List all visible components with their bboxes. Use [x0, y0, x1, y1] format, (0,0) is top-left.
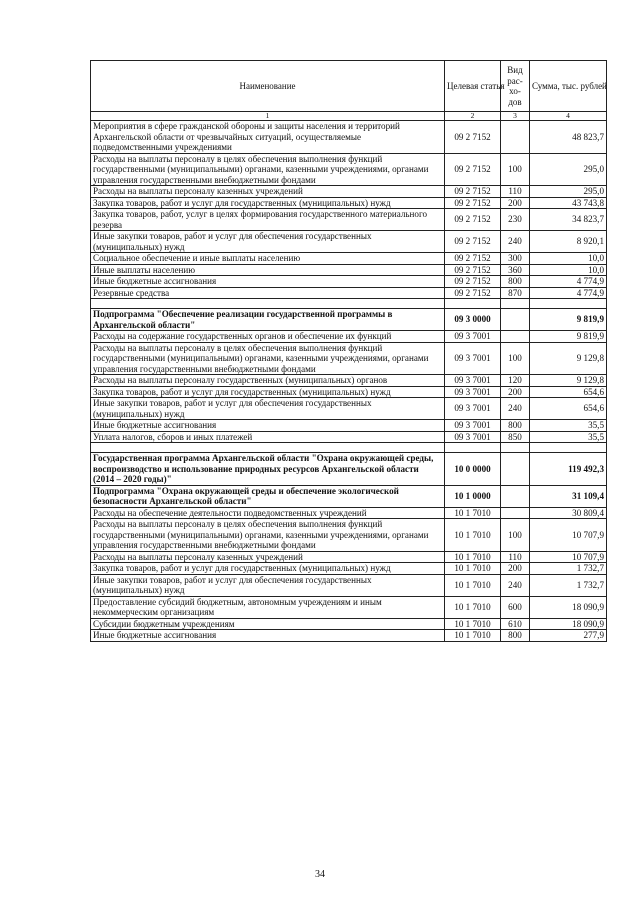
- row-amount: 18 090,9: [530, 596, 607, 618]
- row-target-article: 09 2 7152: [445, 253, 501, 265]
- spacer-cell: [530, 299, 607, 309]
- program-row: [91, 453, 607, 486]
- table-row: [91, 153, 607, 186]
- row-name: Подпрограмма "Обеспечение реализации государственной программы в Архангельской области": [91, 309, 445, 331]
- row-expense-type: 200: [501, 563, 530, 575]
- row-amount: 9 819,9: [530, 309, 607, 331]
- row-expense-type: 800: [501, 276, 530, 288]
- row-target-article: 09 2 7152: [445, 264, 501, 276]
- row-target-article: 10 1 7010: [445, 519, 501, 552]
- table-row: [91, 563, 607, 575]
- row-amount: 10,0: [530, 253, 607, 265]
- row-amount: 35,5: [530, 431, 607, 443]
- table-row: [91, 276, 607, 288]
- row-target-article: 09 3 7001: [445, 398, 501, 420]
- row-expense-type: 300: [501, 253, 530, 265]
- row-target-article: 09 3 7001: [445, 375, 501, 387]
- table-row: [91, 420, 607, 432]
- row-amount: 30 809,4: [530, 507, 607, 519]
- row-name: Иные закупки товаров, работ и услуг для обеспечения государственных (муниципальных) нужд: [91, 231, 445, 253]
- row-amount: 43 743,8: [530, 197, 607, 209]
- row-target-article: 10 1 7010: [445, 618, 501, 630]
- row-amount: 31 109,4: [530, 485, 607, 507]
- row-expense-type: 610: [501, 618, 530, 630]
- table-row: [91, 209, 607, 231]
- row-amount: 48 823,7: [530, 121, 607, 154]
- row-name: Социальное обеспечение и иные выплаты населению: [91, 253, 445, 265]
- row-target-article: 09 2 7152: [445, 287, 501, 299]
- row-name: Подпрограмма "Охрана окружающей среды и обеспечение экологической безопасности Архангельской области": [91, 485, 445, 507]
- table-row: [91, 551, 607, 563]
- row-expense-type: 110: [501, 551, 530, 563]
- row-amount: 1 732,7: [530, 574, 607, 596]
- row-expense-type: 360: [501, 264, 530, 276]
- row-target-article: 09 2 7152: [445, 231, 501, 253]
- row-name: Иные закупки товаров, работ и услуг для обеспечения государственных (муниципальных) нужд: [91, 574, 445, 596]
- row-target-article: 10 1 0000: [445, 485, 501, 507]
- row-name: Расходы на выплаты персоналу в целях обеспечения выполнения функций государственными (муниципальными) органами, казенными учреждениями, органами управления государственными внебюджетными фондами: [91, 519, 445, 552]
- table-row: [91, 431, 607, 443]
- row-target-article: 10 0 0000: [445, 453, 501, 486]
- table-row: [91, 264, 607, 276]
- row-expense-type: [501, 507, 530, 519]
- budget-table: [90, 60, 607, 642]
- row-amount: 9 129,8: [530, 342, 607, 375]
- row-target-article: 09 3 7001: [445, 431, 501, 443]
- spacer-cell: [530, 443, 607, 453]
- program-row: [91, 485, 607, 507]
- table-row: [91, 253, 607, 265]
- spacer-cell: [501, 299, 530, 309]
- table-body: [91, 121, 607, 642]
- row-target-article: 09 2 7152: [445, 197, 501, 209]
- row-target-article: 09 2 7152: [445, 276, 501, 288]
- table-row: [91, 630, 607, 642]
- row-name: Расходы на выплаты персоналу государственных (муниципальных) органов: [91, 375, 445, 387]
- row-amount: 18 090,9: [530, 618, 607, 630]
- spacer-cell: [445, 299, 501, 309]
- table-row: [91, 331, 607, 343]
- row-name: Закупка товаров, работ и услуг для государственных (муниципальных) нужд: [91, 386, 445, 398]
- row-expense-type: 600: [501, 596, 530, 618]
- row-target-article: 09 3 7001: [445, 342, 501, 375]
- row-expense-type: 100: [501, 153, 530, 186]
- table-row: [91, 121, 607, 154]
- table-row: [91, 519, 607, 552]
- row-target-article: 09 3 7001: [445, 331, 501, 343]
- row-amount: 119 492,3: [530, 453, 607, 486]
- table-row: [91, 507, 607, 519]
- table-row: [91, 574, 607, 596]
- row-expense-type: [501, 331, 530, 343]
- column-index: 4: [530, 112, 607, 121]
- page-number: 34: [315, 869, 325, 880]
- spacer-cell: [91, 443, 445, 453]
- row-expense-type: [501, 121, 530, 154]
- table-row: [91, 197, 607, 209]
- row-target-article: 09 3 0000: [445, 309, 501, 331]
- spacer-row: [91, 443, 607, 453]
- program-row: [91, 309, 607, 331]
- row-expense-type: 870: [501, 287, 530, 299]
- row-name: Закупка товаров, работ и услуг для государственных (муниципальных) нужд: [91, 563, 445, 575]
- table-header-row: [91, 61, 607, 112]
- row-expense-type: 120: [501, 375, 530, 387]
- row-name: Расходы на выплаты персоналу казенных учреждений: [91, 186, 445, 198]
- row-target-article: 10 1 7010: [445, 507, 501, 519]
- row-target-article: 10 1 7010: [445, 574, 501, 596]
- table-row: [91, 596, 607, 618]
- header-amount: Сумма, тыс. рублей: [530, 61, 607, 112]
- row-name: Иные бюджетные ассигнования: [91, 276, 445, 288]
- column-index: 1: [91, 112, 445, 121]
- row-target-article: 10 1 7010: [445, 551, 501, 563]
- row-expense-type: 100: [501, 342, 530, 375]
- row-name: Предоставление субсидий бюджетным, автономным учреждениям и иным некоммерческим организациям: [91, 596, 445, 618]
- table-row: [91, 186, 607, 198]
- spacer-cell: [501, 443, 530, 453]
- row-expense-type: 850: [501, 431, 530, 443]
- row-expense-type: [501, 485, 530, 507]
- row-amount: 35,5: [530, 420, 607, 432]
- table-row: [91, 386, 607, 398]
- row-target-article: 09 2 7152: [445, 186, 501, 198]
- row-expense-type: 100: [501, 519, 530, 552]
- row-expense-type: 240: [501, 574, 530, 596]
- row-target-article: 10 1 7010: [445, 630, 501, 642]
- row-amount: 9 129,8: [530, 375, 607, 387]
- table-row: [91, 231, 607, 253]
- row-name: Закупка товаров, работ, услуг в целях формирования государственного материального резерва: [91, 209, 445, 231]
- row-expense-type: 200: [501, 197, 530, 209]
- row-amount: 654,6: [530, 386, 607, 398]
- row-expense-type: 800: [501, 630, 530, 642]
- row-name: Иные выплаты населению: [91, 264, 445, 276]
- row-expense-type: 800: [501, 420, 530, 432]
- header-expense-type: Вид рас-хо-дов: [501, 61, 530, 112]
- row-name: Резервные средства: [91, 287, 445, 299]
- row-name: Расходы на выплаты персоналу в целях обеспечения выполнения функций государственными (муниципальными) органами, казенными учреждениями, органами управления государственными внебюджетными фондами: [91, 342, 445, 375]
- column-index-row: [91, 112, 607, 121]
- row-expense-type: 110: [501, 186, 530, 198]
- row-target-article: 10 1 7010: [445, 596, 501, 618]
- header-name: Наименование: [91, 61, 445, 112]
- table-row: [91, 287, 607, 299]
- row-target-article: 09 3 7001: [445, 420, 501, 432]
- row-target-article: 09 3 7001: [445, 386, 501, 398]
- row-expense-type: [501, 309, 530, 331]
- row-target-article: 10 1 7010: [445, 563, 501, 575]
- row-expense-type: 240: [501, 231, 530, 253]
- spacer-cell: [445, 443, 501, 453]
- row-name: Расходы на выплаты персоналу в целях обеспечения выполнения функций государственными (муниципальными) органами, казенными учреждениями, органами управления государственными внебюджетными фондами: [91, 153, 445, 186]
- row-amount: 10 707,9: [530, 551, 607, 563]
- row-amount: 10,0: [530, 264, 607, 276]
- row-target-article: 09 2 7152: [445, 153, 501, 186]
- table-row: [91, 398, 607, 420]
- row-name: Расходы на выплаты персоналу казенных учреждений: [91, 551, 445, 563]
- row-amount: 1 732,7: [530, 563, 607, 575]
- column-index: 3: [501, 112, 530, 121]
- row-target-article: 09 2 7152: [445, 209, 501, 231]
- row-amount: 34 823,7: [530, 209, 607, 231]
- table-row: [91, 342, 607, 375]
- row-amount: 654,6: [530, 398, 607, 420]
- row-expense-type: 200: [501, 386, 530, 398]
- row-amount: 295,0: [530, 153, 607, 186]
- row-name: Государственная программа Архангельской области "Охрана окружающей среды, воспроизводство и использование природных ресурсов Архангельской области (2014 – 2020 годы)": [91, 453, 445, 486]
- row-amount: 295,0: [530, 186, 607, 198]
- row-amount: 8 920,1: [530, 231, 607, 253]
- row-amount: 4 774,9: [530, 276, 607, 288]
- row-amount: 4 774,9: [530, 287, 607, 299]
- row-name: Иные бюджетные ассигнования: [91, 420, 445, 432]
- row-name: Субсидии бюджетным учреждениям: [91, 618, 445, 630]
- row-name: Мероприятия в сфере гражданской обороны и защиты населения и территорий Архангельской области от чрезвычайных ситуаций, осуществляемые подведомственными учреждениями: [91, 121, 445, 154]
- row-name: Иные закупки товаров, работ и услуг для обеспечения государственных (муниципальных) нужд: [91, 398, 445, 420]
- row-expense-type: [501, 453, 530, 486]
- spacer-cell: [91, 299, 445, 309]
- row-name: Уплата налогов, сборов и иных платежей: [91, 431, 445, 443]
- row-expense-type: 230: [501, 209, 530, 231]
- row-amount: 277,9: [530, 630, 607, 642]
- row-name: Расходы на обеспечение деятельности подведомственных учреждений: [91, 507, 445, 519]
- row-expense-type: 240: [501, 398, 530, 420]
- header-target-article: Целевая статья: [445, 61, 501, 112]
- row-amount: 9 819,9: [530, 331, 607, 343]
- row-name: Иные бюджетные ассигнования: [91, 630, 445, 642]
- row-target-article: 09 2 7152: [445, 121, 501, 154]
- column-index: 2: [445, 112, 501, 121]
- table-row: [91, 618, 607, 630]
- row-name: Закупка товаров, работ и услуг для государственных (муниципальных) нужд: [91, 197, 445, 209]
- row-amount: 10 707,9: [530, 519, 607, 552]
- spacer-row: [91, 299, 607, 309]
- table-row: [91, 375, 607, 387]
- row-name: Расходы на содержание государственных органов и обеспечение их функций: [91, 331, 445, 343]
